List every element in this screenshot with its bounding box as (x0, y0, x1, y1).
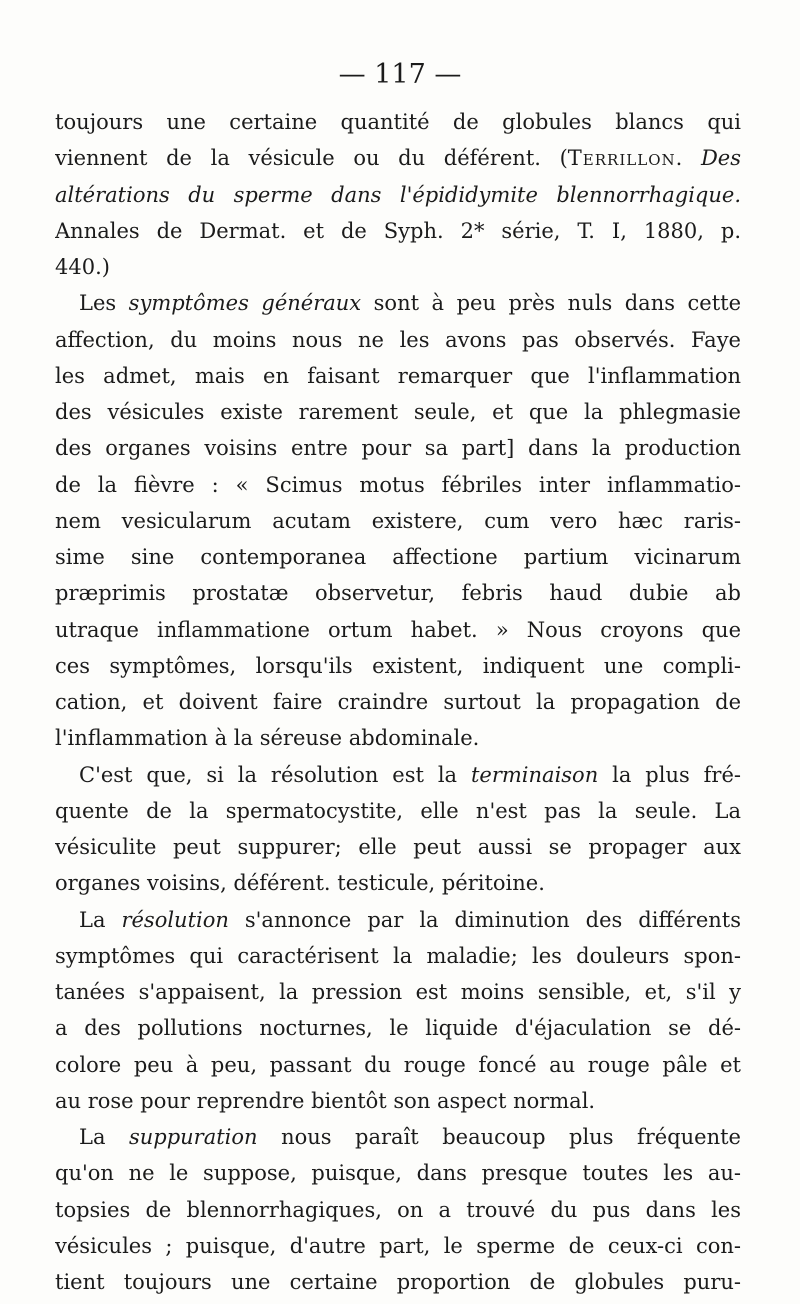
text-line: 440.) (55, 255, 110, 279)
text-segment: C'est que, si la résolution est la (79, 762, 471, 787)
text-line (55, 902, 741, 938)
italic-text: symptômes généraux (128, 291, 362, 316)
text-line (55, 757, 741, 793)
text-line: nem vesicularum acutam existere, cum vero hæc raris- (55, 508, 741, 533)
text-line: quente de la spermatocystite, elle n'est pas la seule. La (55, 798, 741, 823)
text-line: cation, et doivent faire craindre surtout la propagation de (55, 690, 741, 714)
text-line: ces symptômes, lorsqu'ils existent, indiquent une compli- (55, 653, 741, 678)
text-line (55, 140, 741, 176)
text-segment: nous paraît beaucoup plus fréquente (257, 1125, 741, 1149)
text-line: des vésicules existe rarement seule, et que la phlegmasie (55, 400, 741, 424)
text-line: sime sine contemporanea affectione partium vicinarum (55, 545, 741, 569)
italic-text: suppuration (128, 1125, 258, 1149)
text-segment: Les (79, 291, 129, 316)
body-text (55, 104, 741, 1300)
text-line: tanées s'appaisent, la pression est moins sensible, et, s'il y (55, 980, 741, 1004)
text-line: vésicules ; puisque, d'autre part, le sperme de ceux-ci con- (55, 1233, 741, 1258)
text-segment: La (79, 1125, 129, 1149)
text-line: toujours une certaine quantité de globules blancs qui (55, 110, 741, 134)
text-line (55, 177, 741, 213)
text-line: qu'on ne le suppose, puisque, dans presque toutes les au- (55, 1161, 741, 1186)
text-line: au rose pour reprendre bientôt son aspect normal. (55, 1088, 596, 1113)
page-number: — 117 — (338, 59, 462, 90)
author-name: Terrillon (567, 146, 676, 171)
text-line: les admet, mais en faisant remarquer que l'inflammation (55, 363, 741, 388)
text-segment: La (79, 907, 122, 932)
text-line: tient toujours une certaine proportion de globules puru- (55, 1270, 741, 1294)
italic-text: terminaison (470, 762, 599, 787)
text-line: Annales de Dermat. et de Syph. 2* série, T. I, 1880, p. (55, 218, 741, 243)
text-line: colore peu à peu, passant du rouge foncé au rouge pâle et (55, 1052, 741, 1077)
text-segment: la plus fré- (598, 762, 741, 787)
text-line: affection, du moins nous ne les avons pas observés. Faye (55, 327, 741, 352)
text-line: utraque inflammatione ortum habet. » Nous croyons que (55, 617, 741, 642)
text-line (55, 285, 741, 321)
text-line: des organes voisins entre pour sa part] dans la production (55, 436, 741, 461)
italic-text: Des (700, 146, 741, 171)
text-line: l'inflammation à la séreuse abdominale. (55, 726, 480, 751)
text-line: a des pollutions nocturnes, le liquide d'éjaculation se dé- (55, 1016, 741, 1041)
text-line: præprimis prostatæ observetur, febris haud dubie ab (55, 581, 741, 606)
text-line: symptômes qui caractérisent la maladie; les douleurs spon- (55, 943, 741, 968)
italic-text: résolution (121, 907, 229, 932)
italic-text: altérations du sperme dans l'épididymite blennorrhagique. (55, 182, 741, 207)
text-line: vésiculite peut suppurer; elle peut aussi se propager aux (55, 835, 741, 859)
text-segment: s'annonce par la diminution des différents (228, 907, 741, 932)
text-line: topsies de blennorrhagiques, on a trouvé du pus dans les (55, 1197, 741, 1222)
text-line (55, 1119, 741, 1155)
text-line: de la fièvre : « Scimus motus fébriles inter inflammatio- (55, 472, 741, 497)
text-line: organes voisins, déférent. testicule, péritoine. (55, 871, 545, 896)
text-segment: viennent de la vésicule ou du déférent. ( (55, 146, 568, 171)
text-segment: sont à peu près nuls dans cette (361, 291, 741, 316)
text-segment: . (675, 146, 701, 171)
